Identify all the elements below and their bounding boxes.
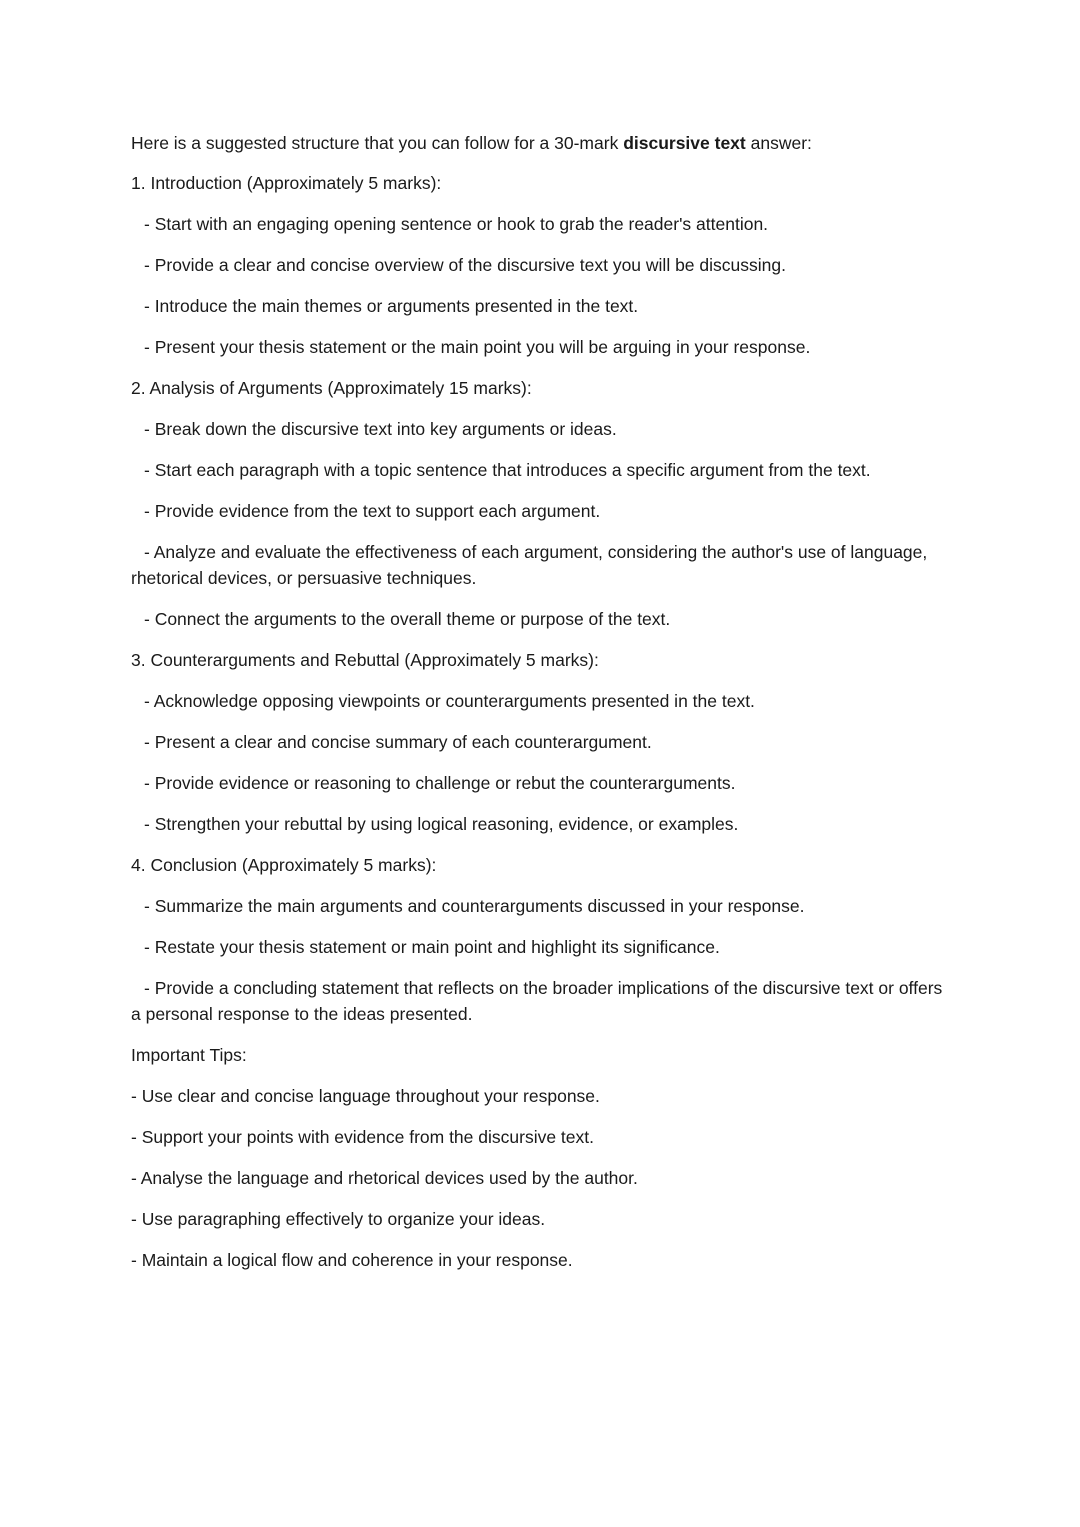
list-item: - Connect the arguments to the overall theme or purpose of the text. [144, 609, 671, 629]
list-item: - Start each paragraph with a topic sentence that introduces a specific argument from the text. [144, 460, 871, 480]
section-heading: 4. Conclusion (Approximately 5 marks): [131, 855, 437, 875]
list-item: - Provide evidence or reasoning to challenge or rebut the counterarguments. [144, 773, 736, 793]
list-item: - Provide a concluding statement that reflects on the broader implications of the discursive text or offers a personal response to the ideas presented. [131, 978, 943, 1024]
list-item: - Start with an engaging opening sentence or hook to grab the reader's attention. [144, 214, 769, 234]
list-item: - Present your thesis statement or the main point you will be arguing in your response. [144, 337, 811, 357]
list-item: - Introduce the main themes or arguments presented in the text. [144, 296, 639, 316]
tip-item: - Use clear and concise language throughout your response. [131, 1086, 600, 1106]
tip-item: - Use paragraphing effectively to organize your ideas. [131, 1209, 546, 1229]
list-item: - Restate your thesis statement or main point and highlight its significance. [144, 937, 720, 957]
list-item: - Provide a clear and concise overview of the discursive text you will be discussing. [144, 255, 786, 275]
intro-line [131, 130, 951, 156]
tip-item: - Support your points with evidence from the discursive text. [131, 1127, 594, 1147]
section-heading: 1. Introduction (Approximately 5 marks): [131, 173, 442, 193]
document-body [131, 130, 951, 1288]
section-heading: 3. Counterarguments and Rebuttal (Approximately 5 marks): [131, 650, 599, 670]
list-item: - Acknowledge opposing viewpoints or counterarguments presented in the text. [144, 691, 755, 711]
list-item: - Strengthen your rebuttal by using logical reasoning, evidence, or examples. [144, 814, 739, 834]
list-item: - Break down the discursive text into key arguments or ideas. [144, 419, 617, 439]
list-item: - Present a clear and concise summary of each counterargument. [144, 732, 652, 752]
list-item: - Analyze and evaluate the effectiveness of each argument, considering the author's use of language, rhetorical devices, or persuasive techniques. [131, 542, 928, 588]
tip-item: - Analyse the language and rhetorical devices used by the author. [131, 1168, 638, 1188]
list-item: - Summarize the main arguments and counterarguments discussed in your response. [144, 896, 805, 916]
intro-bold-term: discursive text [623, 133, 746, 153]
tip-item: - Maintain a logical flow and coherence in your response. [131, 1250, 573, 1270]
tips-title: Important Tips: [131, 1045, 247, 1065]
list-item: - Provide evidence from the text to support each argument. [144, 501, 601, 521]
intro-text-before: Here is a suggested structure that you can follow for a 30-mark [131, 133, 624, 153]
section-heading: 2. Analysis of Arguments (Approximately 15 marks): [131, 378, 532, 398]
intro-text-after: answer: [745, 133, 812, 153]
